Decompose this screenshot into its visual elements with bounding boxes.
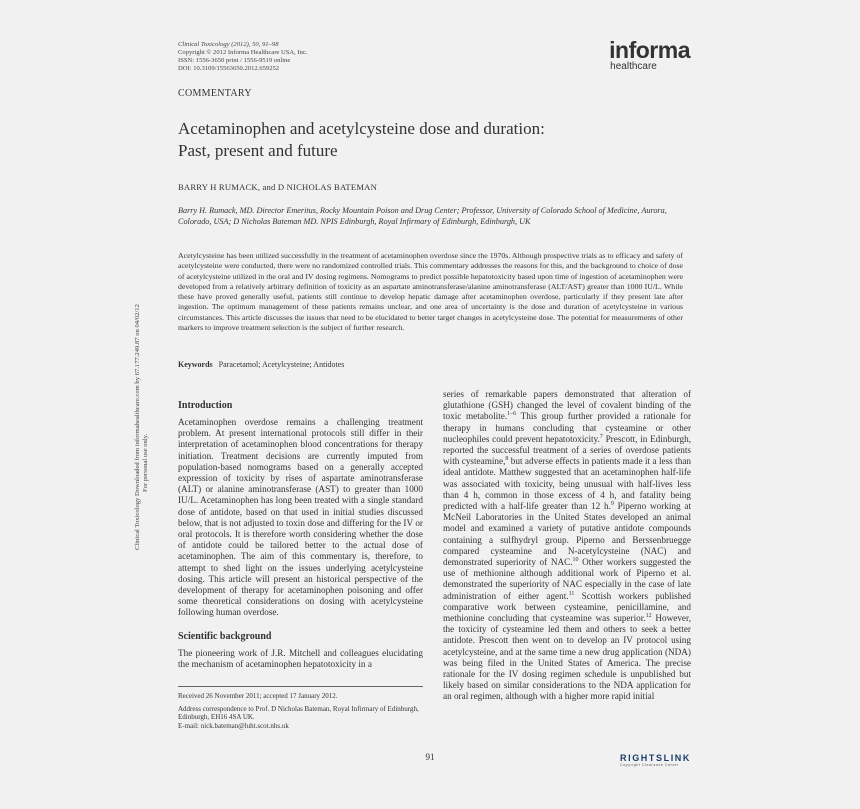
keywords	[178, 360, 344, 369]
introduction-text: Acetaminophen overdose remains a challenging treatment problem. At present international protocols still differ in their interpretation of acetaminophen blood concentrations for therapy initiation. Treatment decisions are currently imputed from population-based nomograms based on a generally accepted expression of toxicity by rises of aspartate aminotransferase (ALT) or alanine aminotransferase (AST) to greater than 1000 IU/L. Acetaminophen has long been treated with a single standard dose of antidote, based on that used in initial studies discussed below, that is not adjusted to toxin dose and differing for the IV or oral protocols. It is therefore worth considering whether the dose of antidote could be tailored better to the actual dose of acetaminophen. The aim of this commentary is, therefore, to attempt to shed light on the issues underlying acetylcysteine dosing. This article will present an historical perspective of the development of therapy for acetaminophen poisoning and offer some theoretical considerations on dosing with acetylcysteine following human overdose.	[178, 417, 423, 618]
journal-citation: Clinical Toxicology (2012), 50, 91–98	[178, 41, 279, 48]
section-label: COMMENTARY	[178, 88, 252, 99]
download-notice-line-1: Clinical Toxicology Downloaded from informahealthcare.com by 67.177.249.87 on 04/02/12	[134, 304, 141, 550]
download-notice-line-2: For personal use only.	[142, 433, 149, 492]
body-text: series of remarkable papers demonstrated that alteration of glutathione (GSH) changed the level of covalent binding of the toxic metabolite.	[443, 389, 691, 422]
article-title	[178, 118, 678, 162]
doi-line: DOI: 10.3109/15563650.2012.659252	[178, 65, 280, 72]
rightslink-logo	[620, 753, 691, 767]
body-text: but adverse effects in patients made it a less than ideal antidote. Matthew suggested that an acetaminophen half-life was associated with toxicity, being unusual with half-lives less than 4 h, common in those excess of 4 h, and fatality being predicted with a half-life greater than 12 h.	[443, 456, 691, 512]
body-text: Piperno working at McNeil Laboratories in the United States developed an animal model and examined a variety of putative antidote compounds containing a sulfhydryl group. Piperno and Berssenbruegge compared cysteamine and N-acetylcysteine (NAC) and demonstrated superiority of NAC.	[443, 501, 691, 568]
correspondence-email: E-mail: nick.bateman@luht.scot.nhs.uk	[178, 721, 289, 730]
introduction-heading: Introduction	[178, 400, 233, 411]
title-line-1: Acetaminophen and acetylcysteine dose and duration:	[178, 119, 545, 138]
scientific-background-text: The pioneering work of J.R. Mitchell and colleagues elucidating the mechanism of acetaminophen hepatotoxicity in a	[178, 647, 423, 669]
correspondence-address: Address correspondence to Prof. D Nicholas Bateman, Royal Infirmary of Edinburgh, Edinburgh, EH16 4SA UK.	[178, 704, 419, 722]
citation-ref: 7	[599, 433, 603, 440]
affiliation: Barry H. Rumack, MD. Director Emeritus, Rocky Mountain Poison and Drug Center; Professor, University of Colorado School of Medicine, Aurora, Colorado, USA; D Nicholas Bateman MD. NPIS Edinburgh, Royal Infirmary of Edinburgh, Edinburgh, UK	[178, 206, 667, 226]
logo-sub: healthcare	[610, 61, 657, 72]
rightslink-sub: Copyright Clearance Center	[620, 763, 679, 767]
logo-brand: informa	[609, 37, 690, 63]
body-text: Other workers suggested the use of methionine although additional work of Piperno et al. demonstrated the superiority of NAC especially in the case of late administration of either agent.	[443, 557, 691, 601]
citation-ref: 10	[572, 556, 579, 563]
journal-meta	[178, 41, 438, 73]
download-notice	[134, 250, 166, 550]
received-date: Received 26 November 2011; accepted 17 January 2012.	[178, 692, 338, 700]
body-text: Prescott, in Edinburgh, reported the successful treatment of a series of overdose patients with cysteamine,	[443, 433, 691, 467]
keywords-value: Paracetamol; Acetylcysteine; Antidotes	[218, 360, 345, 369]
column-left	[178, 400, 423, 670]
rightslink-label: RIGHTSLINK	[620, 753, 691, 763]
citation-ref: 1–6	[507, 411, 517, 418]
body-text: However, the toxicity of cysteamine led them and others to seek a better antidote. Prescott then went on to develop an IV protocol using acetylcysteine, and at the same time a new drug application (NDA) was being filed in the United States of America. The precise rationale for the IV dosing regimen schedule is unpublished but likely based on similar considerations to the NDA application for an oral regimen, although with a higher more rapid initial	[443, 613, 691, 702]
scientific-background-heading: Scientific background	[178, 630, 272, 642]
footnote-rule	[178, 686, 423, 687]
body-text: Scottish workers published comparative work between cysteamine, penicillamine, and methionine concluding that cysteamine was superior.	[443, 590, 691, 624]
authors: BARRY H RUMACK, and D NICHOLAS BATEMAN	[178, 182, 377, 192]
issn-line: ISSN: 1556-3650 print / 1556-9519 online	[178, 57, 291, 64]
body-text: This group further provided a rationale for therapy in humans concluding that cysteamine or other nucleophiles could prevent hepatotoxicity.	[443, 411, 692, 444]
body-paragraph	[443, 389, 691, 703]
copyright-line: Copyright © 2012 Informa Healthcare USA, Inc.	[178, 49, 308, 56]
page-number: 91	[425, 752, 435, 762]
title-line-2: Past, present and future	[178, 141, 338, 160]
abstract: Acetylcysteine has been utilized successfully in the treatment of acetaminophen overdose since the 1970s. Although prospective trials as to efficacy and safety of acetylcysteine were conducted, there were no randomized controlled trials. This commentary addresses the reasons for this, and the background to choice of dose of acetylcysteine utilized in the oral and IV dosing regimens. Nomograms to predict possible hepatotoxicity based upon time of ingestion of acetaminophen were developed from a relatively arbitrary definition of toxicity as an aspartate aminotransferase/alanine aminotransferase (ALT/AST) greater than 1000 IU/L. While these have proved generally useful, patients still continue to develop hepatic damage after acetaminophen overdose, particularly if they present late after ingestion. The optimum management of these patients remains unclear, and one area of uncertainty is the dose and duration of acetylcysteine in various circumstances. This article discusses the issues that need to be elucidated to better target changes in acetylcysteine dose. The potential for measurements of other markers to improve treatment selection is the subject of further research.	[178, 251, 683, 333]
citation-ref: 9	[610, 500, 614, 507]
citation-ref: 12	[645, 613, 652, 619]
keywords-label: Keywords	[178, 360, 213, 369]
citation-ref: 8	[505, 456, 509, 463]
column-right	[443, 389, 691, 703]
footnote	[178, 692, 428, 730]
citation-ref: 11	[568, 590, 575, 597]
publisher-logo	[609, 38, 690, 72]
